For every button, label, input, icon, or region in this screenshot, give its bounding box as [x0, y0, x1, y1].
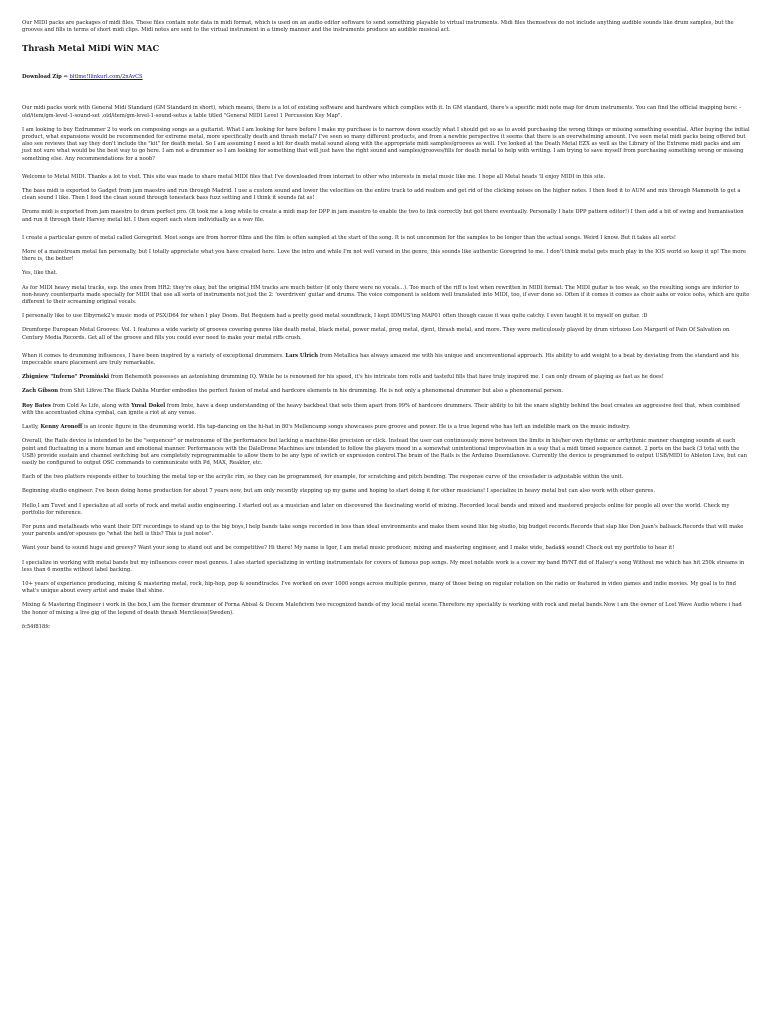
article	[22, 0, 750, 631]
download-line	[22, 74, 750, 81]
text: is an iconic figure in the drumming world. His tap-dancing on the hi-hat in 80's Mellencamp songs showcases pure groove and power. He is a true legend who has left an indelible mark on the music industry.	[83, 424, 631, 431]
paragraph: Welcome to Metal MIDI. Thanks a lot to visit. This site was made to share metal MIDI files that I've downloaded from internet to other who interests in metal music like me. I hope all Metal heads 'll enjoy MIDI in this site.	[22, 173, 606, 180]
drummer-name: Zach Gibson	[22, 388, 59, 395]
drummer-name: Roy Bates	[22, 402, 51, 409]
text: from Imte, have a deep understanding of the heavy backbeat that sets them apart from 99% of hardcore drummers. Their ability to hit the snare slightly behind the beat creates an aggressive feel that, when combined with the accentuated china cymbal, can ignite a riot at any venue.	[22, 402, 740, 416]
paragraph	[22, 374, 750, 381]
paragraph: Each of the two platters responds either to touching the metal top or the acrylic rim, so they can be programmed, for example, for scratching and pitch bending. The response curve of the crossfader is adjustable within the unit.	[22, 474, 624, 481]
paragraph: 10+ years of experience producing, mixing & mastering metal, rock, hip-hop, pop & soundtracks. I've worked on over 1000 songs across multiple genres, many of those being on regular rotation on the radio or featured in video games and indie movies. My goal is to find what's unique about every artist and make that shine.	[22, 580, 736, 595]
paragraph: Drums midi is exported from jam maestro to drum perfect pro. (It took me a long while to create a midi map for DPP in jam maestro to enable the two to link correctly but got there eventually. Personally I hate DPP pattern editor!) I then add a bit of swing and humanisation and run it through their Harvey metal kit. I then export each stem individually as a wav file.	[22, 209, 744, 223]
text: from Metallica has always amazed me with his unique and unconventional approach. His ability to add weight to a beat by deviating from the standard and his impeccable snare placement are truly remarkable.	[22, 352, 739, 367]
paragraph: The bass midi is exported to Gadget from jam maestro and run through Madrid. I use a custom sound and lower the velocities on the entire track to add realism and get rid of the clicking noises on the higher notes. I then feed it to AUM and mix through Mammoth to get a clean sound I like. Then I feed the clean sound through tonestack bass fuzz setting and I think it sounds fat as!	[22, 188, 741, 202]
paragraph: Beginning studio engineer: I've been doing home production for about 7 years now, but am only recently stepping up my game and hoping to start doing it for other musicians! I specialize in heavy metal but can also work with other genres.	[22, 488, 655, 495]
text: Lastly,	[22, 424, 39, 431]
hash-code: fc54f818fc	[22, 623, 51, 630]
download-label: Download Zip	[22, 74, 62, 81]
paragraph: More of a mainstream metal fan personally, but I totally appreciate what you have created here. Love the intro and while I'm not well versed in the genre, this sounds like authentic Goregrind to me. I don't think metal gets much play in the IOS world so keep it up! The more there is, the better!	[22, 249, 746, 263]
text: from Cold As Life, along with	[52, 402, 130, 409]
paragraph: I personally like to use Elbyrnek2's music mods of PSX/D64 for when I play Doom. But Requiem had a pretty good metal soundtrack, I kept IDMUS'ing MAP01 often though cause it was quite catchy. I even taught it to myself on guitar. :D	[22, 313, 648, 320]
text: from Behemoth possesses an astonishing drumming IQ. While he is renowned for his speed, it's his intricate tom rolls and tasteful fills that have truly inspired me. I can only dream of playing as fast as he does!	[110, 374, 664, 381]
paragraph: Our midi packs work with General Midi Standard (GM Standard in short), which means, there is a lot of existing software and hardware which complies with it. In GM standard, there's a specific midi note map for drum instruments. You can find the official mapping here: -old/item/gm-level-1-sound-set .old/item/gm-level-1-sound-setus a table titled "General MIDI Level 1 Percussion Key Map".	[22, 105, 742, 119]
paragraph: Mixing & Mastering Engineer i work in the box,I am the former drummer of Forna Abisal & Decem Maleficivm two recognized bands of my local metal scene.Therefore my speciality is working with rock and metal bands.Now i am the owner of Lost Wave Audio where i had the honor of mixing a live gig of the legend of death thrash Mercilesss(Sweden).	[22, 602, 742, 616]
text: When it comes to drumming influences, I have been inspired by a variety of exceptional drummers.	[22, 352, 284, 359]
drummer-name: Lars Ulrich	[285, 352, 319, 359]
paragraph: I create a particular genre of metal called Goregrind. Most songs are from horror films and the film is often sampled at the start of the song. It is not uncommon for the samples to be longer than the actual songs. Weird I know. But it takes all sorts!	[22, 234, 676, 241]
text: from Shit Lifeve:The Black Dahlia Murder embodies the perfect fusion of metal and hardcore elements in his drumming. He is not only a phenomenal drummer but also a phenomenal person.	[59, 388, 564, 395]
paragraph: Yes, like that.	[22, 270, 58, 277]
paragraph: I specialize in working with metal bands but my influences cover most genres. I also started specializing in writing instrumentals for covers of famous pop songs. My most notable work is a cover my band RVNT did of Halsey's song Without me which has hit 250k streams in less than 6 months without label backing.	[22, 559, 745, 573]
page-title: Thrash Metal MiDi WiN MAC	[22, 43, 160, 54]
drummer-name: Kenny Aronoff	[40, 424, 83, 431]
paragraph	[22, 424, 750, 431]
download-link[interactable]: bltlme!Ilinkurl.com/2nAvCS	[69, 74, 143, 81]
drummer-name: Zbigniew "Inferno" Promiński	[22, 374, 110, 381]
paragraph: I am looking to buy Ezdrummer 2 to work on composing songs as a guitarist. What I am looking for here before I make my purchase is to narrow down exactly what I should get so as to avoid purchasing the wrong things or missing something essential. After buying the initial product, what expansions would be recommended for extreme metal, more specifically death and thrash metal? I've seen so many different products, and from a newbie perspective it seems that there is an overwhelming amount. I've seen metal midi packs being offered but also see reviews that say they don't include the "kit" for death metal. So I am assuming I need a kit for death metal sound along with the appropriate midi samples/grooves as well. I've looked at the Death Metal EZX as well as the Library of the Extreme midi packs and am just not sure what would be the best way to go here. I am not a drummer so I am looking for something that will just have the right sound and samples/grooves/fills for death metal to help with writing. I am trying to save myself from purchasing something wrong or missing something else. Any recommendations for a noob?	[22, 126, 750, 162]
paragraph: Hello,I am Tuvet and I specialize at all sorts of rock and metal audio engineering. I started out as a musician and later on discovered the fascinating world of mixing. Recorded local bands and mixed and mastered projects online for people all over the world. Check my portfolio for reference.	[22, 502, 730, 516]
paragraph: Overall, the Rails device is intended to be the "sequencer" or metronome of the performance but lacking a machine-like precision or click. Instead the user can continuously move between the limits in his/her own rhythmic or arrhythmic manner changing sounds at each point and fluctuating in a more human and emotional manner. Performances with the DaleDrone Machines are intended to follow the players mood in a somewhat unintentional improvisation in a way that a midi timed sequence cannot. 2 ports on the back (3 total with the USB) provide sustain and channel switching but are completely reprogrammable to allow them to be any type of switch or expression control.The brain of the Rails is the Arduino Duemilanove. Currently the device is programmed to output USB/MIDI to Ableton Live, but can easily be configured to output OSC commands to communicate with Pd, MAX, Reaktor, etc.	[22, 438, 747, 466]
download-separator: ⇔	[63, 74, 68, 81]
paragraph	[22, 353, 750, 367]
drummer-name: Yuval Dokel	[131, 402, 166, 409]
paragraph: For punx and metalheads who want their DIY recordings to stand up to the big boys,I help bands take songs recorded in less than ideal environments and make them sound like big studio, big budget records.Records that slap like Don Juan's ballsack.Records that will make your parents and/or spouses go "what the hell is this? This is just noise".	[22, 523, 744, 538]
paragraph	[22, 388, 750, 395]
paragraph	[22, 403, 750, 417]
paragraph: Want your band to sound huge and greevy? Want your song to stand out and be competitive? Hi there! My name is Igor, I am metal music producer, mixing and mastering engineer, and I make wide, bada$$ sound! Check out my portfolio to hear it!	[22, 545, 675, 552]
paragraph: Drumforge European Metal Grooves: Vol. 1 features a wide variety of grooves covering genres like death metal, black metal, power metal, prog metal, djent, thrash metal, and more. They were meticulously played by drum virtuoso Leo Margarit of Pain Of Salvation on Century Media Records. Get all of the groove and fills you could ever need to make your metal riffs crush.	[22, 327, 730, 341]
intro-paragraph: Our MIDI packs are packages of midi files. These files contain note data in midi format, which is used on an audio editor software to send something playable to virtual instruments. Midi files themselves do not include anything audible sounds like drum samples, but the grooves and fills in terms of short midi clips. Midi notes are sent to the virtual instrument in a timely manner and the instruments produce an audible musical act.	[22, 20, 734, 34]
paragraph: As for MIDI heavy metal tracks, esp. the ones from HR2: they're okay, but the original HM tracks are much better (if only there were no vocals...). Too much of the riff is lost when rewritten in MIDI format. The MIDI guitar is too weak, so the resulting songs are inferior to non-heavy counterparts made specially for MIDI that use all sorts of instruments not just the 2: 'overdriven' guitar and drums. The voice component is seldom well translated into MIDI, too, if ever done so. Often if it comes it comes as choir aahs or voice oohs, which are quite different to their screaming original vocals.	[22, 284, 750, 306]
